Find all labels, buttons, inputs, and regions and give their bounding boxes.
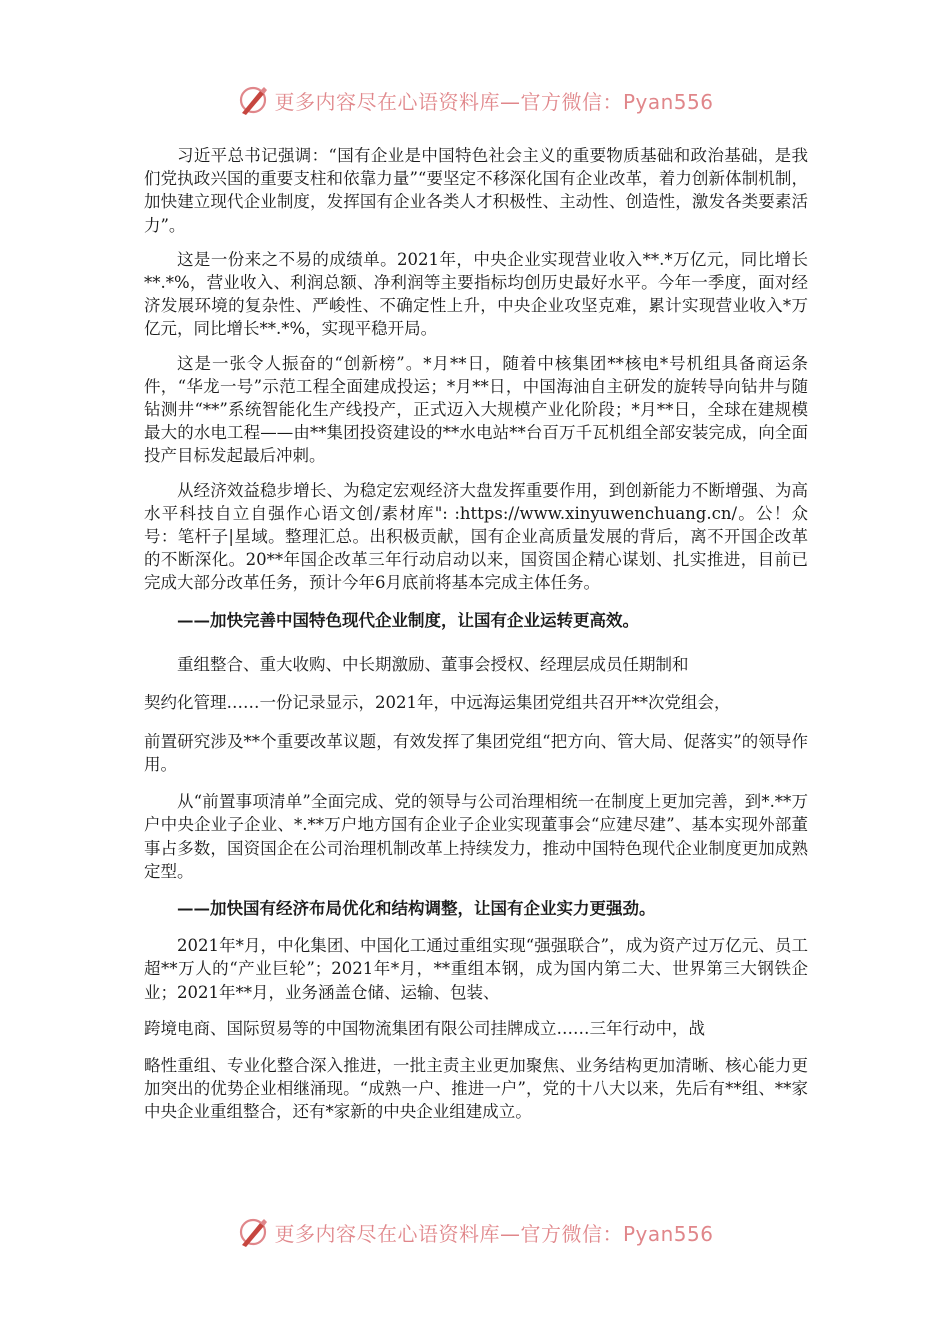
paragraph-7-part-1: 2021年*月，中化集团、中国化工通过重组实现“强强联合”，成为资产过万亿元、员工超**万人的“产业巨轮”；2021年*月，**重组本钢，成为国内第二大、世界第三大钢铁企业；2021年**月，业务涵盖仓储、运输、包装、	[144, 936, 808, 1002]
paragraph-3: 这是一张令人振奋的“创新榜”。*月**日，随着中核集团**核电*号机组具备商运条件，“华龙一号”示范工程全面建成投运；*月**日，中国海油自主研发的旋转导向钻井与随钻测井“**”系统智能化生产线投产，正式迈入大规模产业化阶段；*月**日，全球在建规模最大的水电工程——由**集团投资建设的**水电站**台百万千瓦机组全部安装完成，向全面投产目标发起最后冲刺。	[144, 353, 808, 466]
pen-circle-logo-icon	[236, 1215, 270, 1249]
paragraph-7-part-3: 略性重组、专业化整合深入推进，一批主责主业更加聚焦、业务结构更加清晰、核心能力更加突出的优势企业相继涌现。“成熟一户、推进一户”，党的十八大以来，先后有**组、**家中央企业重组整合，还有*家新的中央企业组建成立。	[144, 1055, 808, 1122]
paragraph-6: 从“前置事项清单”全面完成、党的领导与公司治理相统一在制度上更加完善，到*.**万户中央企业子企业、*.**万户地方国有企业子企业实现董事会“应建尽建”、基本实现外部董事占多数，国资国企在公司治理机制改革上持续发力，推动中国特色现代企业制度更加成熟定型。	[144, 792, 808, 881]
pen-circle-logo-icon	[236, 83, 270, 117]
paragraph-4: 从经济效益稳步增长、为稳定宏观经济大盘发挥重要作用，到创新能力不断增强、为高水平科技自立自强作心语文创/素材库": :https://www.xinyuwenchuang.cn/。公！众号：笔杆子|星域。整理汇总。出积极贡献，国有企业高质量发展的背后，离不开国企改革的不断深化。20**年国企改革三年行动启动以来，国资国企精心谋划、扎实推进，目前已完成大部分改革任务，预计今年6月底前将基本完成主体任务。	[144, 480, 808, 593]
paragraph-5-line-1: 重组整合、重大收购、中长期激励、董事会授权、经理层成员任期制和	[177, 654, 689, 674]
paragraph-1: 习近平总书记强调：“国有企业是中国特色社会主义的重要物质基础和政治基础，是我们党执政兴国的重要支柱和依靠力量”“要坚定不移深化国有企业改革，着力创新体制机制，加快建立现代企业制度，发挥国有企业各类人才积极性、主动性、创造性，激发各类要素活力”。	[144, 146, 808, 235]
document-body	[144, 144, 808, 1124]
header-watermark-banner	[0, 80, 950, 120]
section-heading-1: ——加快完善中国特色现代企业制度，让国有企业运转更高效。	[177, 610, 639, 630]
section-heading-2: ——加快国有经济布局优化和结构调整，让国有企业实力更强劲。	[177, 899, 656, 919]
banner-text: 更多内容尽在心语资料库—官方微信：Pyan556	[274, 1221, 714, 1246]
footer-watermark-banner	[0, 1212, 950, 1252]
banner-text: 更多内容尽在心语资料库—官方微信：Pyan556	[274, 89, 714, 114]
paragraph-5-line-2: 契约化管理……一份记录显示，2021年，中远海运集团党组共召开**次党组会，	[144, 692, 731, 712]
paragraph-5-line-3: 前置研究涉及**个重要改革议题，有效发挥了集团党组“把方向、管大局、促落实”的领导作用。	[144, 731, 808, 775]
paragraph-2: 这是一份来之不易的成绩单。2021年，中央企业实现营业收入**.*万亿元，同比增长**.*%，营业收入、利润总额、净利润等主要指标均创历史最好水平。今年一季度，面对经济发展环境的复杂性、严峻性、不确定性上升，中央企业攻坚克难，累计实现营业收入*万亿元，同比增长**.*%，实现平稳开局。	[144, 249, 808, 339]
paragraph-7-part-2: 跨境电商、国际贸易等的中国物流集团有限公司挂牌成立……三年行动中，战	[144, 1018, 705, 1038]
